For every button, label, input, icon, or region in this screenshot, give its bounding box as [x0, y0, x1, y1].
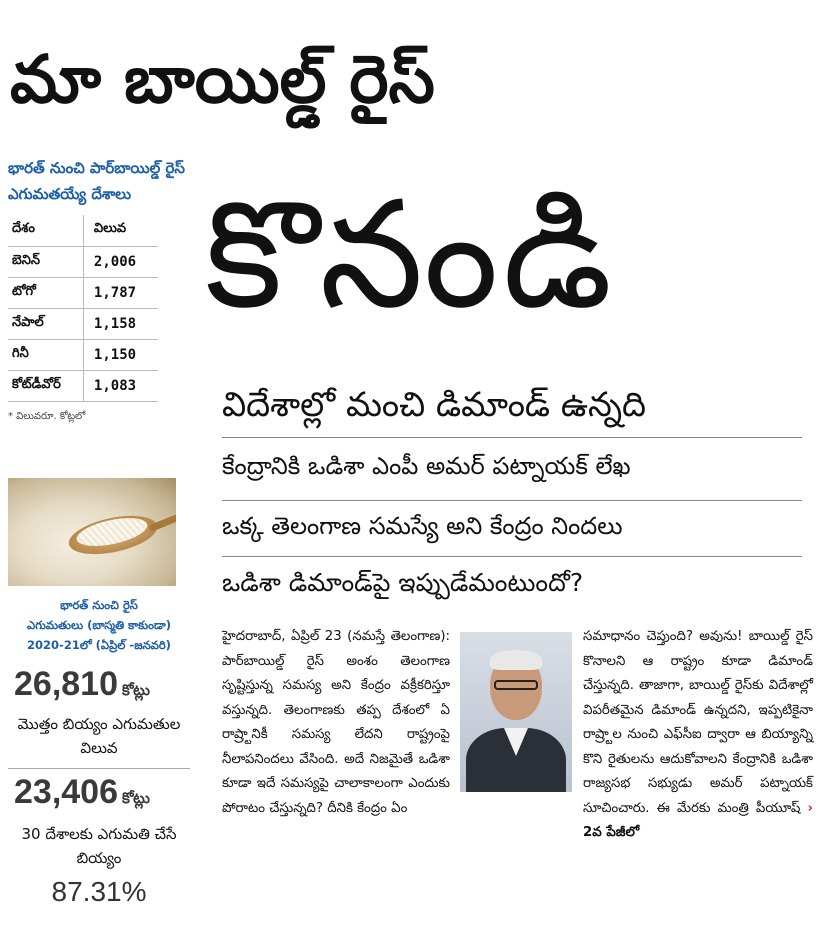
table-cell-value: 2,006 — [83, 246, 158, 277]
caption-line: 2020-21లో (ఏప్రిల్ -జనవరి) — [27, 638, 171, 652]
stat-30-countries — [14, 773, 196, 812]
article-column-1: హైదరాబాద్, ఏప్రిల్ 23 (నమస్తే తెలంగాణ): పార్‌బాయిల్డ్ రైస్ అంశం తెలంగాణ సృష్టిస్తున్న సమస్య అని కేంద్రం వక్రీకరిస్తూ వస్తున్నది. తెలంగాణకు తప్ప దేశంలో ఏ రాష్ర్టానికీ సమస్య లేదని రాష్ట్రంపై నీలాపనిందలు వేసింది. అదే నిజమైతే ఒడిశా కూడా ఇదే సమస్యపై చాలాకాలంగా ఎందుకు పోరాటం చేస్తున్నది? దీనికి కేంద్రం ఏం — [222, 629, 450, 816]
headline-top: మా బాయిల్డ్ రైస్ — [10, 41, 435, 118]
sidebar-infobox — [8, 155, 198, 424]
stat-unit: కోట్లు — [122, 789, 150, 807]
divider — [222, 437, 802, 438]
subheadline-2: కేంద్రానికి ఒడిశా ఎంపీ అమర్ పట్నాయక్ లేఖ — [222, 452, 631, 480]
table-cell-country: నేపాల్ — [8, 308, 83, 339]
table-header-row — [8, 215, 158, 246]
headline-main: కొనండి — [205, 169, 617, 341]
rice-caption — [8, 595, 190, 655]
table-footnote: * విలువరూ. కోట్లలో — [8, 410, 86, 422]
subheadline-4: ఒడిశా డిమాండ్‌పై ఇప్పుడేమంటుందో? — [222, 568, 584, 597]
caption-line: ఎగుమతులు (బాస్మతి కాకుండా) — [27, 618, 171, 632]
table-cell-country: గినీ — [8, 339, 83, 370]
subheadline-3: ఒక్క తెలంగాణ సమస్యే అని కేంద్రం నిందలు — [222, 512, 623, 540]
divider — [222, 500, 802, 501]
export-table — [8, 215, 158, 402]
caption-line: భారత్ నుంచి రైస్ — [60, 598, 138, 612]
table-header-country: దేశం — [8, 215, 83, 246]
table-cell-country: కోట్‌డీవోర్ — [8, 370, 83, 401]
article-column-2 — [583, 625, 813, 846]
table-row — [8, 308, 158, 339]
table-cell-value: 1,150 — [83, 339, 158, 370]
table-row — [8, 277, 158, 308]
divider — [222, 556, 802, 557]
stat-label: మొత్తం బియ్యం ఎగుమతుల విలువ — [17, 715, 181, 757]
subheadline-1: విదేశాల్లో మంచి డిమాండ్ ఉన్నది — [222, 385, 646, 425]
stat-total-exports — [14, 665, 196, 704]
stat-percentage: 87.31% — [51, 876, 147, 907]
chevron-right-icon: › — [807, 800, 813, 816]
stat-value: 26,810 — [14, 665, 118, 703]
table-cell-value: 1,083 — [83, 370, 158, 401]
rice-photo — [8, 478, 176, 586]
table-header-value: విలువ — [83, 215, 158, 246]
table-row — [8, 339, 158, 370]
table-cell-country: బెనిన్ — [8, 246, 83, 277]
table-cell-value: 1,787 — [83, 277, 158, 308]
table-row — [8, 370, 158, 401]
stat-value: 23,406 — [14, 773, 118, 811]
table-cell-value: 1,158 — [83, 308, 158, 339]
divider — [8, 768, 190, 769]
continued-label: 2వ పేజీలో — [583, 825, 640, 840]
sidebar-table-title: భారత్ నుంచి పార్‌బాయిల్డ్ రైస్ ఎగుమతయ్యే దేశాలు — [8, 159, 185, 203]
table-row — [8, 246, 158, 277]
author-photo — [460, 632, 572, 792]
article-column-2-text: సమాధానం చెప్తుంది? అవును! బాయిల్డ్ రైస్ కొనాలని ఆ రాష్ట్రం కూడా డిమాండ్ చేస్తున్నది. తాజాగా, బాయిల్డ్ రైస్‌కు విదేశాల్లో విపరీతమైన డిమాండ్ ఉన్నదని, ఇప్పటికైనా రాష్ర్టాల నుంచి ఎఫ్‌సీఐ ద్వారా ఆ బియ్యాన్ని కొని రైతులను ఆదుకోవాలని కేంద్రానికి ఒడిశా రాజ్యసభ సభ్యుడు అమర్ పట్నాయక్ సూచించారు. ఈ మేరకు మంత్రి పీయూష్ — [583, 629, 813, 816]
stat-unit: కోట్లు — [122, 681, 150, 699]
stat-label: 30 దేశాలకు ఎగుమతి చేసే బియ్యం — [21, 825, 177, 867]
table-cell-country: టోగో — [8, 277, 83, 308]
